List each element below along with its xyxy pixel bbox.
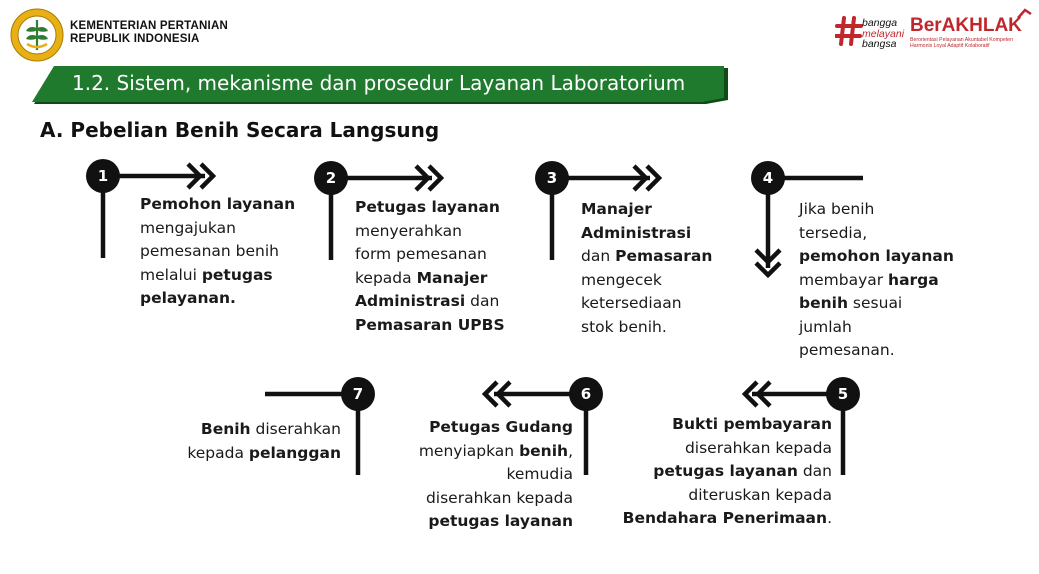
step-line: [390, 463, 573, 487]
step-line: [390, 510, 573, 534]
step-text-bold: Manajer: [581, 200, 652, 218]
step-text-bold: petugas layanan: [428, 512, 573, 530]
step-text-bold: Bukti pembayaran: [672, 415, 832, 433]
step-text-regular: sesuai: [848, 294, 903, 312]
step-number-7: 7: [341, 377, 375, 411]
ministry-name-line2: REPUBLIK INDONESIA: [70, 33, 200, 45]
step-text-regular: stok benih.: [581, 317, 667, 336]
step-line: [581, 269, 712, 293]
step-text-bold: benih: [519, 441, 569, 460]
step-text-6: [390, 416, 573, 534]
step-number-5: 5: [826, 377, 860, 411]
step-line: [355, 290, 505, 314]
step-line: [140, 287, 295, 311]
step-text-regular: diserahkan kepada: [425, 488, 573, 507]
step-text-regular: ,: [568, 441, 573, 460]
step-text-bold: benih: [799, 294, 848, 312]
step-line: [140, 264, 295, 288]
step-text-regular: menyiapkan: [418, 441, 520, 460]
step-line: [799, 339, 954, 363]
step-line: [610, 484, 832, 508]
brand-subtitle-line2: Harmonis Loyal Adaptif Kolaboratif: [910, 43, 990, 50]
step-text-3: [581, 198, 712, 339]
step-line: [355, 243, 505, 267]
step-line: [160, 418, 341, 442]
step-text-regular: pemesanan.: [799, 341, 895, 359]
step-number-4: 4: [751, 161, 785, 195]
step-line: [610, 507, 832, 531]
step-text-regular: jumlah: [799, 317, 852, 336]
step-text-regular: kepada: [355, 268, 417, 287]
ministry-name-line1: KEMENTERIAN PERTANIAN: [70, 20, 228, 32]
step-line: [581, 198, 712, 222]
step-text-regular: dan: [797, 462, 832, 480]
step-text-regular: form pemesanan: [355, 245, 487, 263]
step-text-bold: Administrasi: [581, 223, 692, 242]
step-line: [610, 437, 832, 461]
step-text-bold: Petugas layanan: [355, 198, 500, 216]
step-line: [610, 413, 832, 437]
step-text-regular: diserahkan: [250, 420, 341, 438]
step-text-regular: melalui: [140, 265, 202, 284]
step-line: [390, 440, 573, 464]
step-line: [799, 292, 954, 316]
step-line: [581, 222, 712, 246]
step-text-bold: Manajer: [416, 268, 488, 287]
step-line: [610, 460, 832, 484]
step-text-bold: Benih: [200, 420, 251, 438]
tagline-line2: melayani: [862, 27, 905, 40]
step-text-regular: diteruskan kepada: [688, 485, 832, 504]
brand-title: BerAKHLAK: [910, 15, 1022, 36]
step-text-bold: petugas layanan: [653, 462, 798, 480]
step-text-regular: kepada: [187, 443, 249, 462]
step-text-bold: Pemohon layanan: [140, 195, 296, 213]
step-line: [799, 269, 954, 293]
step-text-2: [355, 196, 505, 337]
step-text-regular: membayar: [799, 270, 889, 289]
step-text-5: [610, 413, 832, 531]
step-line: [355, 314, 505, 338]
step-text-regular: kemudia: [506, 465, 573, 483]
banner-title: 1.2. Sistem, mekanisme dan prosedur Layanan Laboratorium: [72, 71, 686, 95]
step-line: [355, 220, 505, 244]
step-line: [355, 267, 505, 291]
step-number-1: 1: [86, 159, 120, 193]
step-line: [799, 198, 954, 222]
step-text-regular: menyerahkan: [355, 221, 462, 240]
step-text-regular: diserahkan kepada: [684, 438, 832, 457]
step-text-regular: mengecek: [581, 270, 662, 289]
step-line: [799, 222, 954, 246]
step-line: [581, 245, 712, 269]
step-line: [160, 442, 341, 466]
step-line: [140, 217, 295, 241]
step-line: [140, 193, 295, 217]
step-text-bold: Bendahara Penerimaan: [622, 509, 828, 527]
step-text-bold: Pemasaran: [615, 247, 713, 265]
step-text-bold: Administrasi: [355, 292, 466, 310]
step-text-regular: dan: [581, 247, 616, 265]
step-text-bold: pelayanan.: [140, 289, 236, 307]
step-text-bold: pemohon layanan: [799, 247, 954, 265]
step-line: [581, 316, 712, 340]
step-number-6: 6: [569, 377, 603, 411]
step-text-regular: .: [827, 509, 832, 527]
step-text-4: [799, 198, 954, 363]
step-text-bold: pelanggan: [248, 443, 341, 462]
step-line: [799, 245, 954, 269]
brand-subtitle-line1: Berorientasi Pelayanan Akuntabel Kompeten: [910, 37, 1013, 43]
step-text-7: [160, 418, 341, 465]
step-line: [390, 416, 573, 440]
step-line: [355, 196, 505, 220]
step-text-regular: pemesanan benih: [140, 242, 279, 260]
step-text-regular: ketersediaan: [581, 294, 682, 312]
step-number-2: 2: [314, 161, 348, 195]
step-line: [390, 487, 573, 511]
step-text-1: [140, 193, 295, 311]
step-text-regular: Jika benih: [799, 200, 875, 218]
tagline-line1: bangga: [862, 17, 898, 29]
step-text-bold: harga: [888, 270, 939, 289]
step-line: [799, 316, 954, 340]
step-number-3: 3: [535, 161, 569, 195]
step-line: [140, 240, 295, 264]
step-text-bold: Petugas Gudang: [429, 418, 573, 436]
section-title: A. Pebelian Benih Secara Langsung: [40, 118, 440, 142]
step-text-bold: petugas: [201, 265, 273, 284]
step-text-regular: dan: [465, 292, 500, 310]
tagline-line3: bangsa: [862, 38, 897, 50]
step-line: [581, 292, 712, 316]
step-text-regular: mengajukan: [140, 218, 236, 237]
step-text-bold: Pemasaran UPBS: [355, 315, 505, 334]
step-text-regular: tersedia,: [799, 223, 868, 242]
